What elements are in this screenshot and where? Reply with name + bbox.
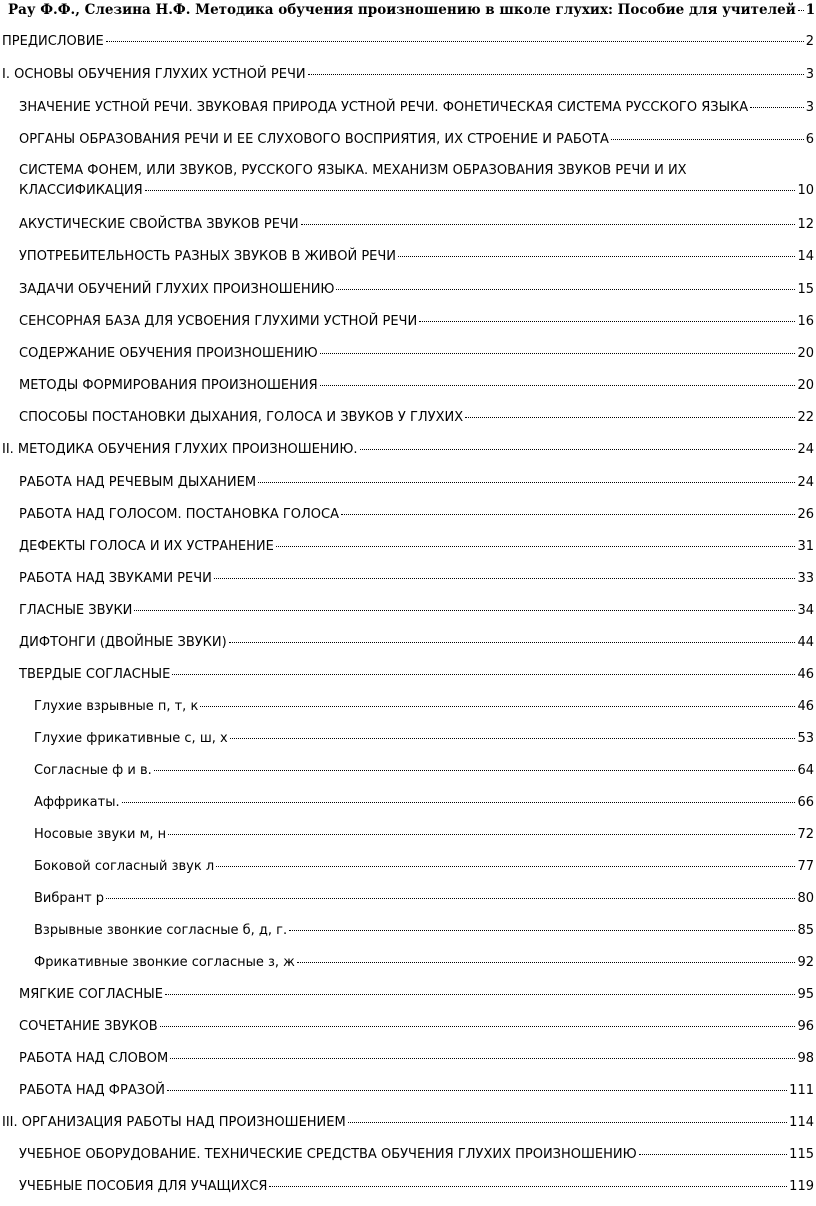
toc-page-number: 92	[797, 955, 814, 970]
toc-entry-text: РАБОТА НАД СЛОВОМ	[19, 1051, 169, 1066]
toc-entry-text: Вибрант р	[34, 891, 105, 906]
toc-page-number: 33	[797, 571, 814, 586]
toc-entry-text-continued: КЛАССИФИКАЦИЯ	[19, 183, 143, 198]
toc-dot-leader	[167, 1090, 787, 1091]
toc-entry-level-2[interactable]	[34, 730, 814, 748]
toc-page-number: 14	[797, 249, 814, 264]
toc-entry-level-1[interactable]	[19, 986, 814, 1004]
toc-entry-level-1[interactable]	[19, 377, 814, 395]
toc-entry-level-0[interactable]	[2, 441, 814, 459]
toc-dot-leader	[798, 10, 804, 11]
toc-page-number: 115	[789, 1147, 814, 1162]
toc-dot-leader	[168, 834, 795, 835]
toc-entry-level-2[interactable]	[34, 890, 814, 908]
toc-dot-leader	[172, 674, 795, 675]
toc-dot-leader	[200, 706, 795, 707]
toc-dot-leader	[308, 74, 804, 75]
toc-entry-text: Фрикативные звонкие согласные з, ж	[34, 955, 295, 970]
toc-entry-text: Согласные ф и в.	[34, 763, 152, 778]
toc-page-number: 72	[797, 827, 814, 842]
toc-entry-text: СИСТЕМА ФОНЕМ, ИЛИ ЗВУКОВ, РУССКОГО ЯЗЫКА. МЕХАНИЗМ ОБРАЗОВАНИЯ ЗВУКОВ РЕЧИ И ИХ	[19, 163, 687, 178]
toc-page-number: 64	[797, 763, 814, 778]
toc-dot-leader	[750, 107, 804, 108]
toc-page-number: 34	[797, 603, 814, 618]
toc-entry-text: ДИФТОНГИ (ДВОЙНЫЕ ЗВУКИ)	[19, 635, 227, 650]
toc-page-number: 20	[797, 346, 814, 361]
toc-entry-level-2[interactable]	[34, 762, 814, 780]
toc-dot-leader	[297, 962, 796, 963]
toc-entry-level-1[interactable]	[19, 162, 814, 200]
toc-page-number: 24	[797, 442, 814, 457]
toc-dot-leader	[229, 642, 796, 643]
toc-page-number: 3	[805, 67, 814, 82]
toc-dot-leader	[106, 41, 804, 42]
toc-entry-level-1[interactable]	[19, 474, 814, 492]
toc-dot-leader	[122, 802, 796, 803]
toc-dot-leader	[230, 738, 796, 739]
toc-entry-level-1[interactable]	[19, 1178, 814, 1196]
toc-entry-text: МЯГКИЕ СОГЛАСНЫЕ	[19, 987, 163, 1002]
toc-entry-level-1[interactable]	[19, 666, 814, 684]
toc-entry-text: СЕНСОРНАЯ БАЗА ДЛЯ УСВОЕНИЯ ГЛУХИМИ УСТНОЙ РЕЧИ	[19, 314, 418, 329]
toc-dot-leader	[216, 866, 795, 867]
toc-page-number: 114	[789, 1115, 814, 1130]
toc-dot-leader	[336, 289, 795, 290]
toc-page-number: 80	[797, 891, 814, 906]
toc-entry-level-2[interactable]	[34, 698, 814, 716]
toc-entry-text: ТВЕРДЫЕ СОГЛАСНЫЕ	[19, 667, 171, 682]
toc-entry-text: Глухие взрывные п, т, к	[34, 699, 199, 714]
toc-entry-level-1[interactable]	[19, 570, 814, 588]
toc-entry-text: Боковой согласный звук л	[34, 859, 215, 874]
toc-dot-leader	[348, 1122, 787, 1123]
toc-page-number: 22	[797, 410, 814, 425]
toc-page-number: 20	[797, 378, 814, 393]
toc-entry-level-1[interactable]	[19, 409, 814, 427]
toc-entry-level-1[interactable]	[19, 1050, 814, 1068]
toc-dot-leader	[611, 139, 804, 140]
toc-dot-leader	[106, 898, 795, 899]
toc-page-number: 3	[805, 100, 814, 115]
toc-entry-level-0[interactable]	[2, 1114, 814, 1132]
toc-entry-level-1[interactable]	[19, 1018, 814, 1036]
toc-entry-level-1[interactable]	[19, 538, 814, 556]
toc-entry-level-2[interactable]	[34, 954, 814, 972]
toc-dot-leader	[419, 321, 795, 322]
toc-page-number: 2	[805, 34, 814, 49]
toc-page-number: 26	[797, 507, 814, 522]
toc-page-number: 12	[797, 217, 814, 232]
toc-entry-text: СПОСОБЫ ПОСТАНОВКИ ДЫХАНИЯ, ГОЛОСА И ЗВУКОВ У ГЛУХИХ	[19, 410, 464, 425]
toc-entry-level-1[interactable]	[19, 506, 814, 524]
toc-dot-leader	[320, 353, 796, 354]
toc-dot-leader	[320, 385, 796, 386]
toc-entry-text: РАБОТА НАД РЕЧЕВЫМ ДЫХАНИЕМ	[19, 475, 257, 490]
toc-page-number: 1	[805, 2, 816, 18]
toc-entry-text: РАБОТА НАД ГОЛОСОМ. ПОСТАНОВКА ГОЛОСА	[19, 507, 340, 522]
toc-page-number: 111	[789, 1083, 814, 1098]
toc-entry-text: СОДЕРЖАНИЕ ОБУЧЕНИЯ ПРОИЗНОШЕНИЮ	[19, 346, 318, 361]
toc-title-entry[interactable]	[8, 1, 814, 19]
toc-entry-text: РАБОТА НАД ЗВУКАМИ РЕЧИ	[19, 571, 212, 586]
toc-entry-level-2[interactable]	[34, 794, 814, 812]
toc-page-number: 95	[797, 987, 814, 1002]
toc-page-number: 10	[797, 183, 814, 198]
toc-page-number: 85	[797, 923, 814, 938]
toc-dot-leader	[134, 610, 795, 611]
toc-page-number: 6	[805, 132, 814, 147]
toc-entry-level-1[interactable]	[19, 1082, 814, 1100]
toc-entry-text: Взрывные звонкие согласные б, д, г.	[34, 923, 288, 938]
toc-entry-level-2[interactable]	[34, 826, 814, 844]
toc-entry-text: Носовые звуки м, н	[34, 827, 167, 842]
toc-entry-level-1[interactable]	[19, 216, 814, 234]
toc-entry-text: УЧЕБНОЕ ОБОРУДОВАНИЕ. ТЕХНИЧЕСКИЕ СРЕДСТВА ОБУЧЕНИЯ ГЛУХИХ ПРОИЗНОШЕНИЮ	[19, 1147, 637, 1162]
toc-entry-level-1[interactable]	[19, 99, 814, 117]
toc-page-number: 31	[797, 539, 814, 554]
toc-entry-text: ОРГАНЫ ОБРАЗОВАНИЯ РЕЧИ И ЕЕ СЛУХОВОГО ВОСПРИЯТИЯ, ИХ СТРОЕНИЕ И РАБОТА	[19, 132, 609, 147]
toc-entry-text: ЗНАЧЕНИЕ УСТНОЙ РЕЧИ. ЗВУКОВАЯ ПРИРОДА УСТНОЙ РЕЧИ. ФОНЕТИЧЕСКАЯ СИСТЕМА РУССКОГО ЯЗЫКА	[19, 100, 749, 115]
toc-entry-level-2[interactable]	[34, 922, 814, 940]
toc-page-number: 46	[797, 667, 814, 682]
toc-entry-level-1[interactable]	[19, 313, 814, 331]
toc-dot-leader	[214, 578, 796, 579]
toc-entry-text: АКУСТИЧЕСКИЕ СВОЙСТВА ЗВУКОВ РЕЧИ	[19, 217, 299, 232]
toc-dot-leader	[145, 190, 796, 191]
toc-page-number: 53	[797, 731, 814, 746]
toc-dot-leader	[289, 930, 795, 931]
toc-dot-leader	[154, 770, 796, 771]
toc-entry-text: УПОТРЕБИТЕЛЬНОСТЬ РАЗНЫХ ЗВУКОВ В ЖИВОЙ РЕЧИ	[19, 249, 397, 264]
toc-dot-leader	[341, 514, 795, 515]
toc-page-number: 46	[797, 699, 814, 714]
toc-entry-level-1[interactable]	[19, 131, 814, 149]
toc-page-number: 24	[797, 475, 814, 490]
toc-entry-text: Рау Ф.Ф., Слезина Н.Ф. Методика обучения произношению в школе глухих: Пособие для учителей	[8, 2, 796, 18]
toc-entry-text: Глухие фрикативные с, ш, х	[34, 731, 228, 746]
toc-entry-text: I. ОСНОВЫ ОБУЧЕНИЯ ГЛУХИХ УСТНОЙ РЕЧИ	[2, 67, 306, 82]
toc-page-number: 98	[797, 1051, 814, 1066]
toc-entry-text: II. МЕТОДИКА ОБУЧЕНИЯ ГЛУХИХ ПРОИЗНОШЕНИЮ.	[2, 442, 358, 457]
toc-dot-leader	[165, 994, 796, 995]
toc-page-number: 16	[797, 314, 814, 329]
toc-entry-level-1[interactable]	[19, 1146, 814, 1164]
toc-page-number: 77	[797, 859, 814, 874]
toc-dot-leader	[170, 1058, 795, 1059]
toc-page-number: 96	[797, 1019, 814, 1034]
toc-dot-leader	[360, 449, 796, 450]
toc-entry-level-1[interactable]	[19, 602, 814, 620]
toc-entry-text: III. ОРГАНИЗАЦИЯ РАБОТЫ НАД ПРОИЗНОШЕНИЕМ	[2, 1115, 346, 1130]
toc-entry-level-1[interactable]	[19, 345, 814, 363]
toc-entry-level-2[interactable]	[34, 858, 814, 876]
toc-entry-text: УЧЕБНЫЕ ПОСОБИЯ ДЛЯ УЧАЩИХСЯ	[19, 1179, 268, 1194]
toc-dot-leader	[269, 1186, 787, 1187]
toc-entry-text: МЕТОДЫ ФОРМИРОВАНИЯ ПРОИЗНОШЕНИЯ	[19, 378, 318, 393]
toc-entry-text: РАБОТА НАД ФРАЗОЙ	[19, 1083, 166, 1098]
toc-dot-leader	[258, 482, 795, 483]
toc-dot-leader	[398, 256, 795, 257]
toc-page-number: 119	[789, 1179, 814, 1194]
toc-dot-leader	[160, 1026, 796, 1027]
toc-page-number: 15	[797, 282, 814, 297]
toc-page-number: 44	[797, 635, 814, 650]
toc-entry-text: Аффрикаты.	[34, 795, 120, 810]
toc-entry-level-0[interactable]	[2, 33, 814, 51]
toc-entry-text: ДЕФЕКТЫ ГОЛОСА И ИХ УСТРАНЕНИЕ	[19, 539, 274, 554]
toc-entry-level-1[interactable]	[19, 248, 814, 266]
toc-dot-leader	[465, 417, 795, 418]
toc-entry-text: ГЛАСНЫЕ ЗВУКИ	[19, 603, 133, 618]
toc-entry-continuation	[19, 182, 814, 200]
toc-dot-leader	[301, 224, 796, 225]
toc-entry-text: ПРЕДИСЛОВИЕ	[2, 34, 104, 49]
toc-entry-level-0[interactable]	[2, 66, 814, 84]
toc-entry-level-1[interactable]	[19, 634, 814, 652]
toc-entry-text: ЗАДАЧИ ОБУЧЕНИЙ ГЛУХИХ ПРОИЗНОШЕНИЮ	[19, 282, 335, 297]
toc-dot-leader	[639, 1154, 787, 1155]
toc-dot-leader	[276, 546, 796, 547]
toc-entry-level-1[interactable]	[19, 281, 814, 299]
toc-page-number: 66	[797, 795, 814, 810]
toc-entry-text: СОЧЕТАНИЕ ЗВУКОВ	[19, 1019, 158, 1034]
